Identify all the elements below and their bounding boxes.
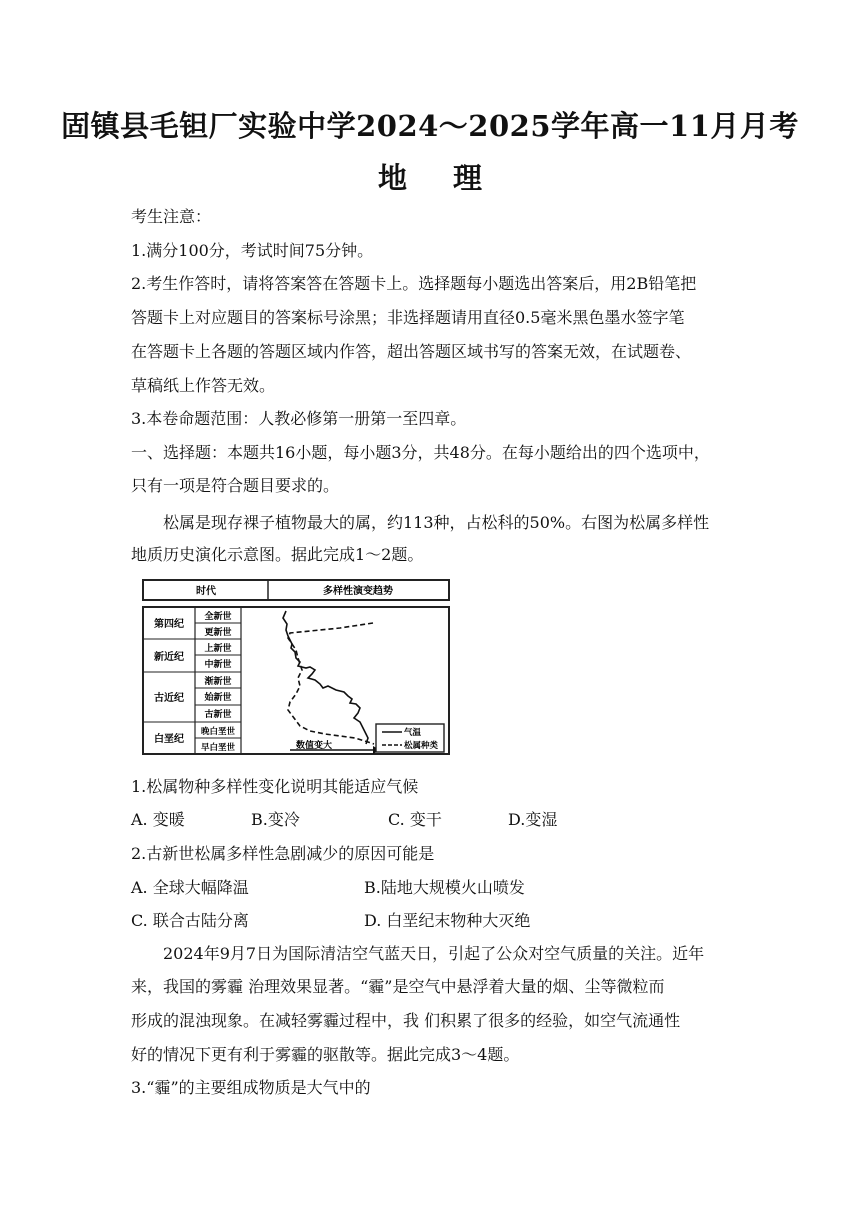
question-1-option-c: C. 变干 bbox=[388, 810, 442, 829]
passage-2-line-4: 好的情况下更有利于雾霾的驱散等。据此完成3～4题。 bbox=[131, 1045, 520, 1064]
question-1-stem: 1.松属物种多样性变化说明其能适应气候 bbox=[131, 777, 419, 796]
epoch-paleocene: 古新世 bbox=[204, 710, 232, 720]
passage-1-line-2: 地质历史演化示意图。据此完成1～2题。 bbox=[131, 545, 424, 564]
epoch-pliocene: 上新世 bbox=[204, 644, 232, 654]
period-cretaceous: 白垩纪 bbox=[154, 734, 184, 745]
question-1-option-b: B.变冷 bbox=[251, 810, 300, 829]
notice-item-2-line-1: 2.考生作答时，请将答案答在答题卡上。选择题每小题选出答案后，用2B铅笔把 bbox=[131, 274, 697, 293]
exam-title: 固镇县毛钽厂实验中学2024～2025学年高一11月月考 bbox=[61, 109, 799, 143]
passage-2-line-3: 形成的混浊现象。在减轻雾霾过程中，我 们积累了很多的经验，如空气流通性 bbox=[131, 1011, 681, 1030]
passage-2-line-2: 来，我国的雾霾 治理效果显著。“霾”是空气中悬浮着大量的烟、尘等微粒而 bbox=[131, 977, 665, 996]
epoch-early-cretaceous: 早白垩世 bbox=[200, 743, 236, 753]
notice-item-3: 3.本卷命题范围：人教必修第一册第一至四章。 bbox=[131, 409, 467, 428]
question-1-option-a: A. 变暖 bbox=[131, 810, 185, 829]
figure-col-trend: 多样性演变趋势 bbox=[323, 586, 393, 597]
question-2-option-a: A. 全球大幅降温 bbox=[131, 878, 249, 897]
epoch-eocene: 始新世 bbox=[204, 693, 232, 703]
notice-heading: 考生注意： bbox=[131, 207, 212, 226]
question-1-option-d: D.变湿 bbox=[508, 810, 558, 829]
subject-title: 地理 bbox=[377, 161, 528, 195]
section-heading-line-1: 一、选择题：本题共16小题，每小题3分，共48分。在每小题给出的四个选项中， bbox=[131, 443, 710, 462]
epoch-late-cretaceous: 晚白垩世 bbox=[200, 727, 236, 737]
epoch-miocene: 中新世 bbox=[204, 660, 232, 670]
period-paleogene: 古近纪 bbox=[154, 693, 184, 704]
question-3-stem: 3.“霾”的主要组成物质是大气中的 bbox=[131, 1078, 371, 1097]
epoch-pleistocene: 更新世 bbox=[204, 628, 232, 638]
legend-pine-species: 松属种类 bbox=[404, 741, 439, 751]
passage-2-line-1: 2024年9月7日为国际清洁空气蓝天日，引起了公众对空气质量的关注。近年 bbox=[163, 944, 705, 963]
pine-diversity-figure bbox=[140, 578, 452, 756]
period-neogene: 新近纪 bbox=[154, 652, 184, 663]
legend-temperature: 气温 bbox=[404, 728, 422, 738]
temperature-curve bbox=[283, 611, 368, 744]
notice-item-1: 1.满分100分，考试时间75分钟。 bbox=[131, 241, 374, 260]
axis-label: 数值变大 bbox=[295, 741, 333, 751]
question-2-option-d: D. 白垩纪末物种大灭绝 bbox=[364, 911, 531, 930]
section-heading-line-2: 只有一项是符合题目要求的。 bbox=[131, 476, 340, 495]
passage-1-line-1: 松属是现存裸子植物最大的属，约113种，占松科的50%。右图为松属多样性 bbox=[163, 513, 710, 532]
question-2-stem: 2.古新世松属多样性急剧减少的原因可能是 bbox=[131, 844, 435, 863]
notice-item-2-line-2: 答题卡上对应题目的答案标号涂黑；非选择题请用直径0.5毫米黑色墨水签字笔 bbox=[131, 308, 685, 327]
notice-item-2-line-4: 草稿纸上作答无效。 bbox=[131, 376, 276, 395]
epoch-oligocene: 渐新世 bbox=[204, 677, 232, 687]
question-2-option-b: B.陆地大规模火山喷发 bbox=[364, 878, 525, 897]
notice-item-2-line-3: 在答题卡上各题的答题区域内作答，超出答题区域书写的答案无效，在试题卷、 bbox=[131, 342, 692, 361]
epoch-holocene: 全新世 bbox=[204, 612, 232, 622]
period-quaternary: 第四纪 bbox=[154, 619, 184, 630]
figure-col-era: 时代 bbox=[196, 586, 216, 597]
question-2-option-c: C. 联合古陆分离 bbox=[131, 911, 249, 930]
